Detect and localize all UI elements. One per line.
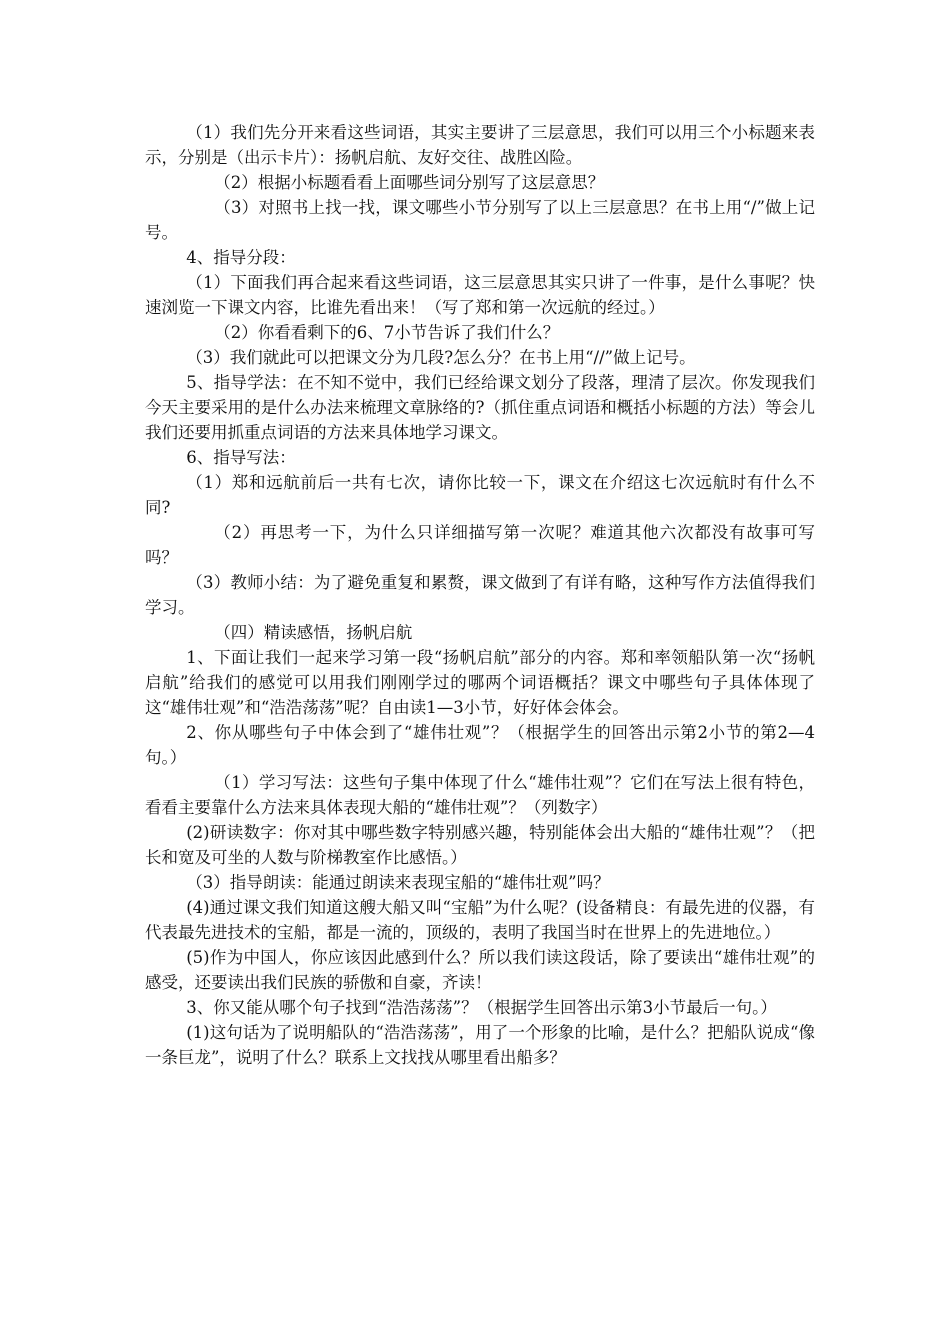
paragraph: （2）你看看剩下的6、7小节告诉了我们什么？ xyxy=(214,323,560,342)
section-heading: （四）精读感悟，扬帆启航 xyxy=(214,623,413,642)
paragraph: 3、你又能从哪个句子找到“浩浩荡荡”？（根据学生回答出示第3小节最后一句。） xyxy=(186,998,777,1017)
paragraph: （3）指导朗读：能通过朗读来表现宝船的“雄伟壮观”吗？ xyxy=(186,873,610,892)
paragraph: (1)这句话为了说明船队的“浩浩荡荡”，用了一个形象的比喻，是什么？把船队说成“像一条巨龙”，说明了什么？联系上文找找从哪里看出船多？ xyxy=(145,1023,815,1067)
paragraph: 6、指导写法： xyxy=(186,448,296,467)
paragraph: （3）教师小结：为了避免重复和累赘，课文做到了有详有略，这种写作方法值得我们学习。 xyxy=(145,573,815,617)
paragraph: 1、下面让我们一起来学习第一段“扬帆启航”部分的内容。郑和率领船队第一次“扬帆启航”给我们的感觉可以用我们刚刚学过的哪两个词语概括？课文中哪些句子具体体现了这“雄伟壮观”和“浩浩荡荡”呢？自由读1—3小节，好好体会体会。 xyxy=(145,648,815,717)
paragraph: （3）对照书上找一找，课文哪些小节分别写了以上三层意思？在书上用“/”做上记号。 xyxy=(145,198,815,242)
paragraph: （2）根据小标题看看上面哪些词分别写了这层意思？ xyxy=(214,173,605,192)
paragraph: (5)作为中国人，你应该因此感到什么？所以我们读这段话，除了要读出“雄伟壮观”的感受，还要读出我们民族的骄傲和自豪，齐读！ xyxy=(145,948,815,992)
paragraph: 4、指导分段： xyxy=(186,248,296,267)
paragraph: （1）下面我们再合起来看这些词语，这三层意思其实只讲了一件事，是什么事呢？快速浏览一下课文内容，比谁先看出来！（写了郑和第一次远航的经过。） xyxy=(145,273,815,317)
document-page xyxy=(145,120,815,1070)
paragraph: （1）郑和远航前后一共有七次，请你比较一下，课文在介绍这七次远航时有什么不同? xyxy=(145,473,815,517)
paragraph: （2）再思考一下，为什么只详细描写第一次呢？难道其他六次都没有故事可写吗？ xyxy=(145,523,815,567)
paragraph: (2)研读数字：你对其中哪些数字特别感兴趣，特别能体会出大船的“雄伟壮观”？（把长和宽及可坐的人数与阶梯教室作比感悟。） xyxy=(145,823,815,867)
paragraph: 2、你从哪些句子中体会到了“雄伟壮观”？（根据学生的回答出示第2小节的第2—4句。） xyxy=(145,723,815,767)
paragraph: （3）我们就此可以把课文分为几段?怎么分？在书上用“//”做上记号。 xyxy=(186,348,696,367)
paragraph: （1）学习写法：这些句子集中体现了什么“雄伟壮观”？它们在写法上很有特色，看看主要靠什么方法来具体表现大船的“雄伟壮观”？（列数字） xyxy=(145,773,815,817)
paragraph: (4)通过课文我们知道这艘大船又叫“宝船”为什么呢？(设备精良：有最先进的仪器，有代表最先进技术的宝船，都是一流的，顶级的，表明了我国当时在世界上的先进地位。） xyxy=(145,898,815,942)
paragraph: 5、指导学法：在不知不觉中，我们已经给课文划分了段落，理清了层次。你发现我们今天主要采用的是什么办法来梳理文章脉络的?（抓住重点词语和概括小标题的方法）等会儿我们还要用抓重点词语的方法来具体地学习课文。 xyxy=(145,373,815,442)
paragraph: （1）我们先分开来看这些词语，其实主要讲了三层意思，我们可以用三个小标题来表示，分别是（出示卡片）：扬帆启航、友好交往、战胜凶险。 xyxy=(145,123,815,167)
